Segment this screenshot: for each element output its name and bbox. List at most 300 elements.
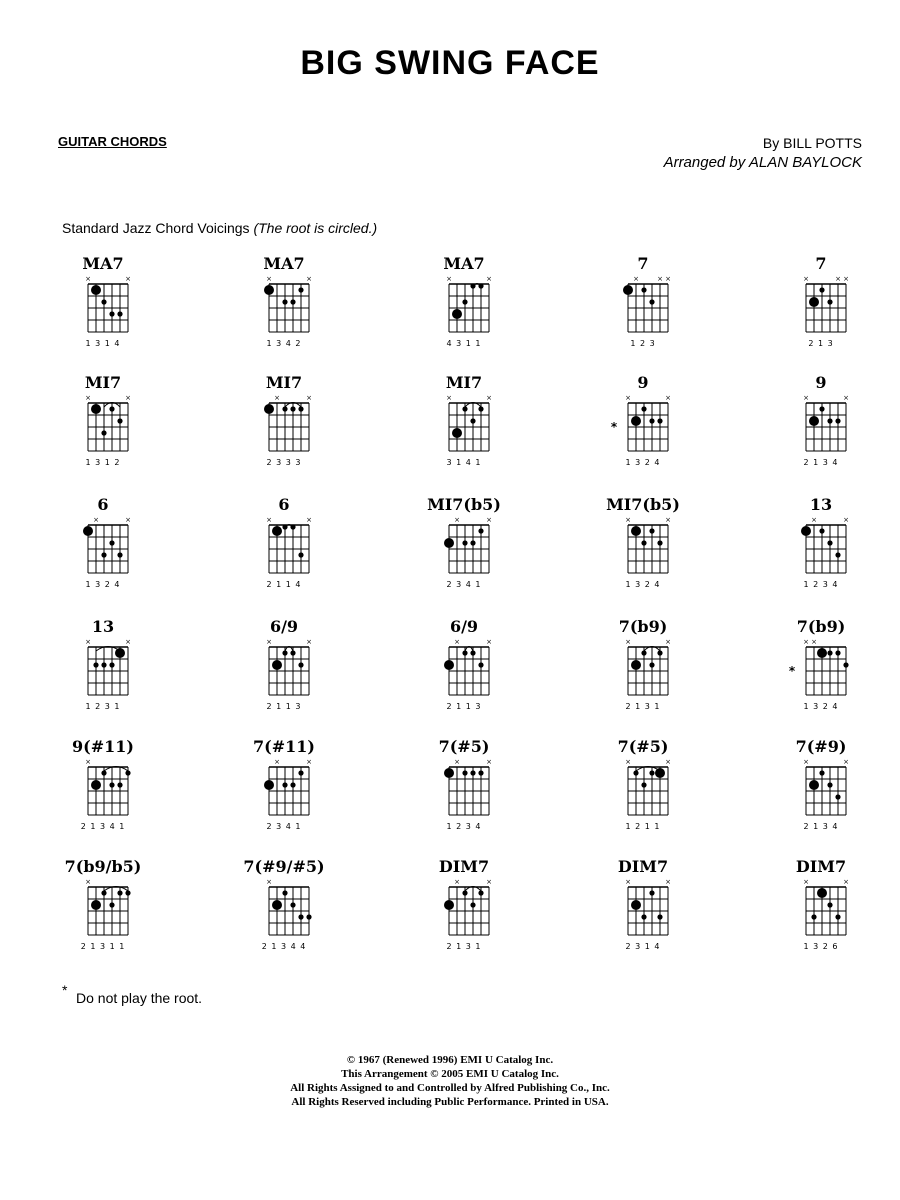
root-note-dot: [809, 780, 819, 790]
muted-string-mark: ×: [454, 878, 460, 886]
chord-diagram: [588, 737, 698, 837]
finger-dot: [478, 283, 483, 288]
fretboard-diagram: [48, 635, 158, 703]
muted-string-mark: ×: [306, 394, 312, 402]
muted-string-mark: ×: [486, 516, 492, 524]
muted-string-mark: ×: [486, 275, 492, 283]
chord-diagram: [766, 254, 876, 354]
chord-diagram: [48, 254, 158, 354]
root-note-dot: [631, 900, 641, 910]
finger-dot: [835, 914, 840, 919]
muted-string-mark: ×: [85, 878, 91, 886]
fretboard-diagram: [409, 513, 519, 581]
root-note-dot: [801, 526, 811, 536]
muted-string-mark: ×: [803, 878, 809, 886]
finger-dot: [827, 418, 832, 423]
finger-dot: [641, 650, 646, 655]
muted-string-mark: ×: [274, 394, 280, 402]
root-note-dot: [444, 768, 454, 778]
root-note-dot: [817, 888, 827, 898]
finger-dot: [298, 552, 303, 557]
chord-fingering: 2 1 1 3: [446, 702, 482, 711]
finger-dot: [657, 418, 662, 423]
muted-string-mark: ×: [486, 758, 492, 766]
muted-string-mark: ×: [454, 516, 460, 524]
finger-dot: [290, 650, 295, 655]
muted-string-mark: ×: [446, 394, 452, 402]
chord-name: 9(#11): [72, 737, 134, 756]
chord-diagram: [409, 373, 519, 473]
chord-name: MA7: [263, 254, 305, 273]
chord-name: 13: [91, 617, 115, 636]
finger-dot: [282, 524, 287, 529]
fretboard-diagram: [766, 272, 876, 340]
fretboard-diagram: [48, 391, 158, 459]
subtitle-main: Standard Jazz Chord Voicings: [62, 220, 250, 236]
chord-name: 7(#9/#5): [243, 857, 325, 876]
finger-dot: [282, 650, 287, 655]
chord-diagram: [48, 857, 158, 957]
root-note-dot: [272, 660, 282, 670]
finger-dot: [657, 914, 662, 919]
muted-string-mark: ×: [625, 516, 631, 524]
finger-dot: [657, 540, 662, 545]
chord-name: DIM7: [795, 857, 847, 876]
section-label: GUITAR CHORDS: [58, 134, 167, 149]
fretboard-diagram: [229, 875, 339, 943]
chord-fingering: 1 2 3 4: [446, 822, 482, 831]
muted-string-mark: ×: [266, 878, 272, 886]
fretboard-diagram: [766, 391, 876, 459]
finger-dot: [117, 890, 122, 895]
chord-fingering: 3 1 4 1: [446, 458, 482, 467]
fretboard-diagram: [588, 272, 698, 340]
finger-dot: [101, 770, 106, 775]
fretboard-diagram: [48, 513, 158, 581]
chord-fingering: 1 2 3 1: [85, 702, 121, 711]
chord-diagram: [409, 857, 519, 957]
finger-dot: [641, 540, 646, 545]
finger-dot: [290, 782, 295, 787]
composer-credit: By BILL POTTS: [762, 135, 862, 151]
finger-dot: [125, 770, 130, 775]
chord-fingering: 1 3 2 6: [803, 942, 839, 951]
chord-diagram: [48, 737, 158, 837]
finger-dot: [470, 902, 475, 907]
root-note-dot: [817, 648, 827, 658]
root-note-dot: [452, 309, 462, 319]
root-note-dot: [264, 404, 274, 414]
finger-dot: [109, 902, 114, 907]
chord-fingering: 2 1 3 1: [625, 702, 661, 711]
muted-string-mark: ×: [665, 758, 671, 766]
chord-name: MI7(b5): [606, 495, 680, 514]
finger-dot: [649, 528, 654, 533]
muted-string-mark: ×: [125, 638, 131, 646]
finger-dot: [649, 418, 654, 423]
footnote-text: Do not play the root.: [76, 990, 203, 1006]
finger-dot: [282, 299, 287, 304]
finger-dot: [641, 782, 646, 787]
muted-string-mark: ×: [665, 878, 671, 886]
fretboard-diagram: [766, 875, 876, 943]
fretboard-diagram: [409, 391, 519, 459]
finger-dot: [478, 528, 483, 533]
chord-fingering: 1 2 1 1: [625, 822, 661, 831]
finger-dot: [290, 406, 295, 411]
muted-string-mark: ×: [665, 638, 671, 646]
finger-dot: [298, 770, 303, 775]
chord-name: MA7: [82, 254, 124, 273]
chord-fingering: 1 3 1 2: [85, 458, 121, 467]
muted-string-mark: ×: [665, 394, 671, 402]
muted-string-mark: ×: [625, 878, 631, 886]
chord-diagram: [48, 373, 158, 473]
finger-dot: [835, 794, 840, 799]
root-note-dot: [444, 660, 454, 670]
fretboard-diagram: [409, 755, 519, 823]
finger-dot: [462, 770, 467, 775]
chord-name: 7: [815, 254, 827, 273]
finger-dot: [819, 528, 824, 533]
finger-dot: [282, 782, 287, 787]
fretboard-diagram: [766, 513, 876, 581]
muted-string-mark: ×: [633, 275, 639, 283]
muted-string-mark: ×: [266, 275, 272, 283]
finger-dot: [117, 418, 122, 423]
chord-name: MA7: [443, 254, 485, 273]
copyright-line: All Rights Assigned to and Controlled by Alfred Publishing Co., Inc.: [290, 1082, 610, 1094]
finger-dot: [290, 902, 295, 907]
chord-name: 6: [278, 495, 290, 514]
page-title: BIG SWING FACE: [300, 44, 600, 82]
chord-diagram: [766, 617, 876, 717]
finger-dot: [478, 662, 483, 667]
muted-string-mark: ×: [803, 758, 809, 766]
finger-dot: [470, 540, 475, 545]
finger-dot: [101, 430, 106, 435]
chord-fingering: 1 3 1 4: [85, 339, 121, 348]
root-note-dot: [91, 285, 101, 295]
chord-name: 7(#11): [253, 737, 315, 756]
chord-name: 7(b9/b5): [64, 857, 142, 876]
root-note-dot: [809, 297, 819, 307]
root-note-dot: [115, 648, 125, 658]
chord-name: 9: [815, 373, 827, 392]
finger-dot: [819, 770, 824, 775]
chord-fingering: 2 1 3 4: [803, 458, 839, 467]
finger-dot: [125, 890, 130, 895]
muted-string-mark: ×: [843, 394, 849, 402]
finger-dot: [827, 540, 832, 545]
finger-dot: [470, 770, 475, 775]
chord-diagram: [588, 857, 698, 957]
footnote: [62, 982, 203, 1006]
fretboard-diagram: [588, 513, 698, 581]
finger-dot: [641, 406, 646, 411]
chord-diagram: [48, 495, 158, 595]
finger-dot: [649, 890, 654, 895]
chord-fingering: 1 2 3: [630, 339, 656, 348]
finger-dot: [101, 552, 106, 557]
muted-string-mark: ×: [835, 275, 841, 283]
chord-name: 9: [637, 373, 649, 392]
finger-dot: [109, 662, 114, 667]
fretboard-diagram: [409, 272, 519, 340]
chord-diagram: [409, 737, 519, 837]
chord-fingering: 2 3 4 1: [266, 822, 302, 831]
root-note-dot: [631, 660, 641, 670]
fretboard-diagram: [766, 635, 876, 703]
finger-dot: [478, 406, 483, 411]
finger-dot: [462, 299, 467, 304]
chord-name: 7(b9): [618, 617, 668, 636]
chord-diagram: [229, 373, 339, 473]
chord-fingering: 2 3 3 3: [266, 458, 302, 467]
chord-name: DIM7: [438, 857, 490, 876]
chord-fingering: 1 3 4 2: [266, 339, 302, 348]
muted-string-mark: ×: [266, 516, 272, 524]
finger-dot: [470, 283, 475, 288]
muted-string-mark: ×: [454, 638, 460, 646]
muted-string-mark: ×: [125, 394, 131, 402]
finger-dot: [811, 914, 816, 919]
chord-fingering: 1 3 2 4: [85, 580, 121, 589]
finger-dot: [282, 890, 287, 895]
chord-diagram: [229, 495, 339, 595]
finger-dot: [835, 418, 840, 423]
arranger-credit: Arranged by ALAN BAYLOCK: [663, 154, 862, 171]
finger-dot: [478, 890, 483, 895]
finger-dot: [657, 650, 662, 655]
finger-dot: [641, 914, 646, 919]
finger-dot: [462, 540, 467, 545]
chord-name: 7(#5): [438, 737, 490, 756]
finger-dot: [101, 299, 106, 304]
chord-name: 7: [637, 254, 649, 273]
chord-name: 7(#5): [617, 737, 669, 756]
finger-dot: [290, 524, 295, 529]
chord-name: MI7: [265, 373, 303, 392]
finger-dot: [282, 406, 287, 411]
finger-dot: [649, 662, 654, 667]
chord-name: 13: [809, 495, 833, 514]
muted-string-mark: ×: [306, 638, 312, 646]
finger-dot: [117, 311, 122, 316]
chord-fingering: 2 1 3 4: [803, 822, 839, 831]
chord-diagram: [229, 617, 339, 717]
finger-dot: [641, 287, 646, 292]
copyright-line: © 1967 (Renewed 1996) EMI U Catalog Inc.: [346, 1054, 554, 1066]
copyright-line: All Rights Reserved including Public Performance. Printed in USA.: [291, 1096, 609, 1108]
finger-dot: [827, 299, 832, 304]
finger-dot: [649, 770, 654, 775]
fretboard-diagram: [48, 272, 158, 340]
chord-diagram: [588, 617, 698, 717]
chord-diagram: [229, 254, 339, 354]
fretboard-diagram: [229, 272, 339, 340]
chord-diagram: [588, 495, 698, 595]
chord-name: 7(#9): [795, 737, 847, 756]
finger-dot: [827, 902, 832, 907]
chord-diagram: [766, 857, 876, 957]
muted-string-mark: ×: [274, 758, 280, 766]
fretboard-diagram: [48, 755, 158, 823]
chord-diagram: [409, 254, 519, 354]
muted-string-mark: ×: [803, 275, 809, 283]
root-note-dot: [91, 404, 101, 414]
root-note-dot: [272, 900, 282, 910]
finger-dot: [306, 914, 311, 919]
chord-fingering: 2 1 3 1 1: [80, 942, 126, 951]
chord-fingering: 1 3 2 4: [803, 702, 839, 711]
fretboard-diagram: [766, 755, 876, 823]
finger-dot: [819, 287, 824, 292]
chord-name: MI7: [84, 373, 122, 392]
finger-dot: [298, 287, 303, 292]
muted-string-mark: ×: [843, 878, 849, 886]
root-note-dot: [264, 780, 274, 790]
fretboard-diagram: [409, 875, 519, 943]
chord-name: 7(b9): [796, 617, 846, 636]
finger-dot: [117, 552, 122, 557]
root-note-dot: [272, 526, 282, 536]
finger-dot: [117, 782, 122, 787]
muted-string-mark: ×: [85, 758, 91, 766]
root-note-dot: [264, 285, 274, 295]
finger-dot: [819, 406, 824, 411]
muted-string-mark: ×: [625, 638, 631, 646]
muted-string-mark: ×: [665, 516, 671, 524]
muted-string-mark: ×: [486, 878, 492, 886]
muted-string-mark: ×: [811, 638, 817, 646]
finger-dot: [462, 890, 467, 895]
root-note-dot: [91, 900, 101, 910]
finger-dot: [478, 770, 483, 775]
finger-dot: [827, 650, 832, 655]
finger-dot: [298, 406, 303, 411]
chord-diagram: [48, 617, 158, 717]
finger-dot: [109, 311, 114, 316]
subtitle-note: (The root is circled.): [253, 220, 378, 236]
chord-diagram: [409, 495, 519, 595]
fretboard-diagram: [588, 875, 698, 943]
chord-name: MI7(b5): [427, 495, 501, 514]
footnote-star: *: [62, 982, 68, 998]
chord-diagram: [229, 857, 339, 957]
copyright-block: [0, 1053, 900, 1109]
chord-fingering: 1 3 2 4: [625, 458, 661, 467]
finger-dot: [101, 890, 106, 895]
root-note-dot: [444, 900, 454, 910]
chord-diagram: [588, 254, 698, 354]
chord-fingering: 4 3 1 1: [446, 339, 482, 348]
muted-string-mark: ×: [811, 516, 817, 524]
chord-fingering: 2 3 1 4: [625, 942, 661, 951]
chord-diagram: [229, 737, 339, 837]
chord-diagram: [588, 373, 698, 473]
fretboard-diagram: [229, 391, 339, 459]
finger-dot: [633, 770, 638, 775]
muted-string-mark: ×: [486, 394, 492, 402]
chord-fingering: 1 2 3 4: [803, 580, 839, 589]
muted-string-mark: ×: [125, 275, 131, 283]
finger-dot: [835, 552, 840, 557]
fretboard-diagram: [48, 875, 158, 943]
root-note-dot: [452, 428, 462, 438]
finger-dot: [470, 418, 475, 423]
muted-string-mark: ×: [803, 638, 809, 646]
muted-string-mark: ×: [85, 638, 91, 646]
chord-fingering: 2 1 3: [808, 339, 834, 348]
chord-fingering: 2 1 3 4 1: [80, 822, 126, 831]
finger-dot: [290, 299, 295, 304]
fretboard-diagram: [409, 635, 519, 703]
muted-string-mark: ×: [85, 275, 91, 283]
muted-string-mark: ×: [665, 275, 671, 283]
root-note-dot: [444, 538, 454, 548]
finger-dot: [649, 299, 654, 304]
muted-string-mark: ×: [843, 275, 849, 283]
root-note-dot: [631, 526, 641, 536]
chord-fingering: 2 3 4 1: [446, 580, 482, 589]
muted-string-mark: ×: [306, 275, 312, 283]
star-mark: *: [788, 664, 796, 678]
chord-name: 6: [97, 495, 109, 514]
finger-dot: [462, 406, 467, 411]
fretboard-diagram: [229, 755, 339, 823]
muted-string-mark: ×: [93, 516, 99, 524]
fretboard-diagram: [588, 635, 698, 703]
chord-fingering: 2 1 3 1: [446, 942, 482, 951]
chord-diagram: [766, 737, 876, 837]
muted-string-mark: ×: [306, 516, 312, 524]
root-note-dot: [631, 416, 641, 426]
muted-string-mark: ×: [454, 758, 460, 766]
copyright-line: This Arrangement © 2005 EMI U Catalog Inc.: [341, 1068, 559, 1080]
chord-fingering: 2 1 3 4 4: [261, 942, 307, 951]
muted-string-mark: ×: [843, 516, 849, 524]
fretboard-diagram: [588, 391, 698, 459]
chord-name: MI7: [445, 373, 483, 392]
muted-string-mark: ×: [486, 638, 492, 646]
root-note-dot: [809, 416, 819, 426]
muted-string-mark: ×: [266, 638, 272, 646]
muted-string-mark: ×: [125, 516, 131, 524]
root-note-dot: [91, 780, 101, 790]
finger-dot: [462, 650, 467, 655]
finger-dot: [298, 914, 303, 919]
chord-diagram: [766, 495, 876, 595]
finger-dot: [298, 662, 303, 667]
root-note-dot: [623, 285, 633, 295]
fretboard-diagram: [229, 513, 339, 581]
muted-string-mark: ×: [85, 394, 91, 402]
fretboard-diagram: [229, 635, 339, 703]
root-note-dot: [655, 768, 665, 778]
finger-dot: [93, 662, 98, 667]
chord-name: 6/9: [449, 617, 479, 636]
chord-fingering: 2 1 1 4: [266, 580, 302, 589]
muted-string-mark: ×: [657, 275, 663, 283]
muted-string-mark: ×: [446, 275, 452, 283]
finger-dot: [109, 540, 114, 545]
muted-string-mark: ×: [803, 394, 809, 402]
chord-fingering: 2 1 1 3: [266, 702, 302, 711]
finger-dot: [470, 650, 475, 655]
muted-string-mark: ×: [306, 758, 312, 766]
fretboard-diagram: [588, 755, 698, 823]
